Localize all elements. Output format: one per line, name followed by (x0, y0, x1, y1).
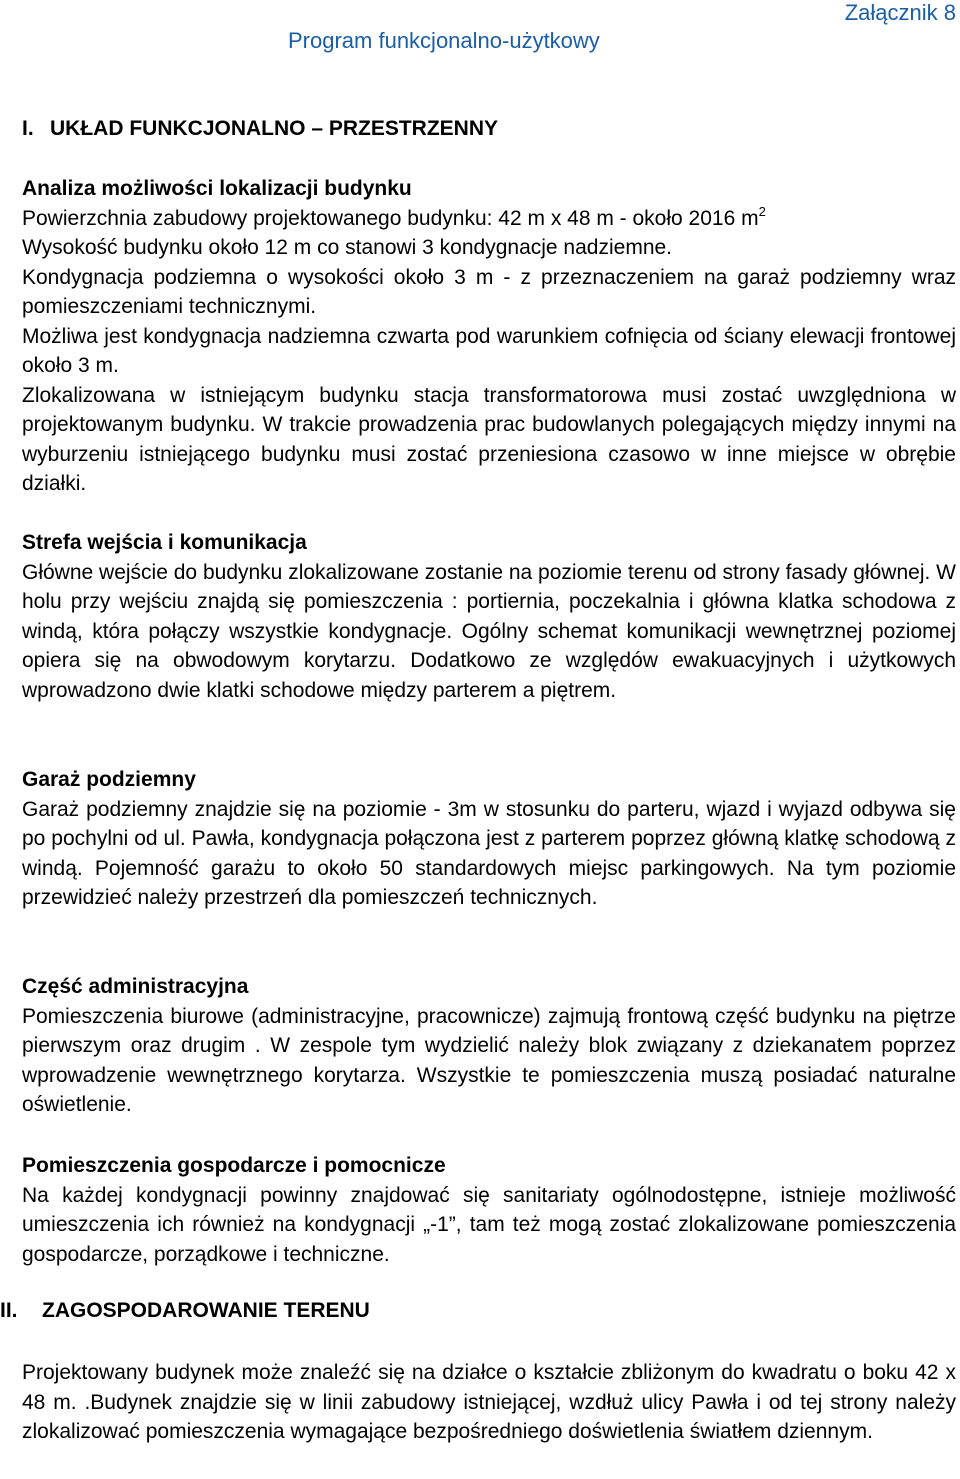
location-heading: Analiza możliwości lokalizacji budynku (22, 177, 412, 200)
entrance-paragraph: Główne wejście do budynku zlokalizowane zostanie na poziomie terenu od strony fasady głównej. W holu przy wejściu znajdą się pomieszczenia : portiernia, poczekalnia i główna klatka schodowa z windą, która połączy wszystkie kondygnacje. Ogólny schemat komunikacji wewnętrznej poziomej opiera się na obwodowym korytarzu. Dodatkowo ze względów ewakuacyjnych i użytkowych wprowadzono dwie klatki schodowe między parterem a piętrem. (22, 560, 956, 702)
utility-section (22, 1151, 956, 1269)
site-development (22, 1358, 956, 1447)
building-area (22, 204, 956, 234)
garage-section (22, 765, 956, 913)
garage-paragraph: Garaż podziemny znajdzie się na poziomie - 3m w stosunku do parteru, wjazd i wyjazd odbywa się po pochylni od ul. Pawła, kondygnacja połączona jest z parterem poprzez główną klatkę schodową z windą. Pojemność garażu to około 50 standardowych miejsc parkingowych. Na tym poziomie przewidzieć należy przestrzeń dla pomieszczeń technicznych. (22, 797, 956, 909)
section-number-2: II. (0, 1299, 18, 1322)
transformer-paragraph: Zlokalizowana w istniejącym budynku stacja transformatorowa musi zostać uwzględniona w projektowanym budynku. W trakcie prowadzenia prac budowlanych polegających między innymi na wyburzeniu istniejącego budynku musi zostać przeniesiona czasowo w inne miejsce w obrębie działki. (22, 383, 956, 495)
building-height: Wysokość budynku około 12 m co stanowi 3 kondygnacje nadziemne. (22, 236, 673, 259)
area-unit-superscript: 2 (758, 203, 766, 219)
section-number-1: I. (22, 117, 34, 140)
section-heading-1 (22, 116, 498, 142)
administration-section (22, 972, 956, 1120)
entrance-heading: Strefa wejścia i komunikacja (22, 531, 307, 554)
section-title-2: ZAGOSPODAROWANIE TERENU (42, 1299, 370, 1322)
fourth-floor-paragraph: Możliwa jest kondygnacja nadziemna czwarta pod warunkiem cofnięcia od ściany elewacji frontowej około 3 m. (22, 324, 956, 377)
section-title-1: UKŁAD FUNKCJONALNO – PRZESTRZENNY (50, 117, 499, 140)
site-paragraph: Projektowany budynek może znaleźć się na działce o kształcie zbliżonym do kwadratu o boku 42 x 48 m. .Budynek znajdzie się w linii zabudowy istniejącej, wzdłuż ulicy Pawła i od tej strony należy zlokalizować pomieszczenia wymagające bezpośredniego doświetlenia światłem dziennym. (22, 1361, 956, 1443)
garage-heading: Garaż podziemny (22, 768, 196, 791)
administration-paragraph: Pomieszczenia biurowe (administracyjne, pracownicze) zajmują frontową część budynku na piętrze pierwszym oraz drugim . W zespole tym wydzielić należy blok związany z dziekanatem poprzez wprowadzenie wewnętrznego korytarza. Wszystkie te pomieszczenia muszą posiadać naturalne oświetlenie. (22, 1004, 956, 1116)
document-subtitle: Program funkcjonalno-użytkowy (288, 28, 600, 53)
utility-paragraph: Na każdej kondygnacji powinny znajdować się sanitariaty ogólnodostępne, istnieje możliwość umieszczenia ich również na kondygnacji „-1”, tam też mogą zostać zlokalizowane pomieszczenia gospodarcze, porządkowe i techniczne. (22, 1183, 956, 1266)
basement-paragraph: Kondygnacja podziemna o wysokości około 3 m - z przeznaczeniem na garaż podziemny wraz pomieszczeniami technicznymi. (22, 265, 956, 318)
building-area-text: Powierzchnia zabudowy projektowanego budynku: 42 m x 48 m - około 2016 m (22, 206, 759, 230)
location-analysis (22, 174, 956, 499)
utility-heading: Pomieszczenia gospodarcze i pomocnicze (22, 1154, 446, 1177)
entrance-zone (22, 528, 956, 705)
attachment-number: Załącznik 8 (844, 0, 956, 25)
section-heading-2 (0, 1298, 370, 1324)
administration-heading: Część administracyjna (22, 975, 249, 998)
